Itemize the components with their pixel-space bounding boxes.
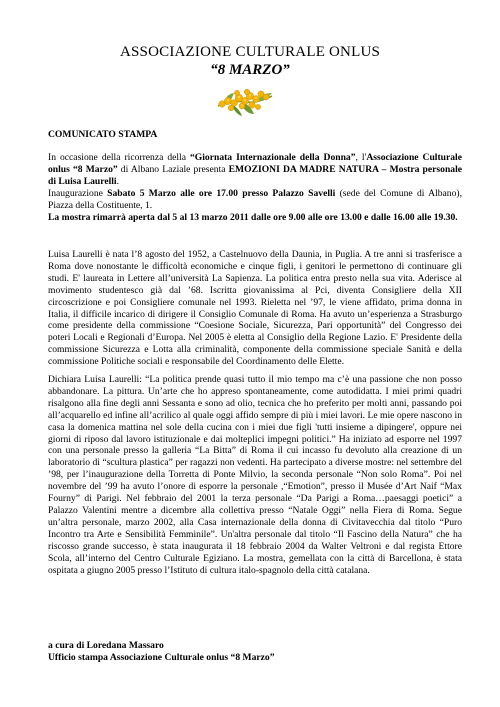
- biography-paragraph: Luisa Laurelli è nata l’8 agosto del 1952, a Castelnuovo della Daunia, in Puglia. A tre anni si trasferisce a Roma dove nonostante le difficoltà economiche e cinque figli, i genitori le permettono di continuare gli studi. E' laureata in Lettere all’università La Sapienza. La politica entra presto nella sua vita. Aderisce al movimento studentesco già dal ’68. Iscritta giovanissima al Pci, diventa Consigliere della XII circoscrizione e poi Consigliere comunale nel 1993. Rieletta nel ’97, le viene affidato, prima donna in Italia, il difficile incarico di dirigere il Consiglio Comunale di Roma. Ha avuto un’esperienza a Strasburgo come presidente della commissione “Coesione Sociale, Sicurezza, Pari opportunità” del Congresso dei poteri Locali e Regionali d’Europa. Nel 2005 è eletta al Consiglio della Regione Lazio. E' Presidente della commissione Sicurezza e Lotta alla criminalità, componente della commissione speciale Sanità e della commissione Politiche sociali e responsabile del Coordinamento delle Elette.: [48, 249, 462, 368]
- inauguration-details: Inaugurazione Sabato 5 Marzo alle ore 17.00 presso Palazzo Savelli (sede del Comune di Albano), Piazza della Costituente, 1.: [48, 187, 462, 211]
- signature-block: [48, 640, 462, 664]
- statement-paragraph: Dichiara Luisa Laurelli: “La politica prende quasi tutto il mio tempo ma c’è una passione che non posso abbandonare. La pittura. Un’arte che ho appreso spontaneamente, come autodidatta. I miei primi quadri risalgono alla fine degli anni Sessanta e sono ad olio, tecnica che ho preferito per molti anni, passando poi all’acquarello ed infine all’acrilico al quale oggi affido sempre di più i miei lavori. Le mie opere nascono in casa la domenica mattina nel sole della cucina con i miei due figli 'tutti insieme a dipingere', oppure nei giorni di riposo dal lavoro istituzionale e dai molteplici impegni politici.” Ha iniziato ad esporre nel 1997 con una personale presso la galleria “La Bitta” di Roma il cui incasso fu devoluto alla creazione di un laboratorio di “scultura plastica” per ragazzi non vedenti. Ha partecipato a diverse mostre: nel settembre del ’98, per l’inaugurazione della Torretta di Ponte Milvio, la seconda personale “Non solo Roma”. Poi nel novembre del ’99 ha avuto l’onore di esporre la personale ,“Emotion”, presso il Musée d’Art Naif “Max Fourny” di Parigi. Nel febbraio del 2001 la terza personale “Da Parigi a Roma…paesaggi poetici” a Palazzo Valentini mentre a dicembre alla collettiva presso “Natale Oggi” nella Fiera di Roma. Segue un’altra personale, marzo 2002, alla Casa internazionale della donna di Civitavecchia dal titolo “Puro Incontro tra Arte e Sensibilità Femminile”. Un'altra personale dal titolo “Il Fascino della Natura” che ha riscosso grande successo, è stata inaugurata il 18 febbraio 2004 da Walter Veltroni e dal regista Ettore Scola, all’interno del Centro Culturale Egiziano. La mostra, gemellata con la città di Barcellona, è stata ospitata a giugno 2005 presso l’Istituto di cultura italo-spagnolo della città catalana.: [48, 374, 462, 576]
- press-release-heading: COMUNICATO STAMPA: [48, 129, 158, 140]
- editor-credit: a cura di Loredana Massaro: [48, 640, 164, 651]
- organization-name: ASSOCIAZIONE CULTURALE ONLUS: [119, 44, 381, 60]
- organization-subtitle: “8 MARZO”: [210, 62, 290, 78]
- press-office-credit: Ufficio stampa Associazione Culturale onlus “8 Marzo”: [48, 651, 275, 663]
- mimosa-flower-icon: [212, 84, 276, 120]
- opening-hours: La mostra rimarrà aperta dal 5 al 13 marzo 2011 dalle ore 9.00 alle ore 13.00 e dalle 16.00 alle 19.30.: [48, 211, 458, 223]
- intro-announcement: In occasione della ricorrenza della “Giornata Internazionale della Donna”, l'Associazione Culturale onlus “8 Marzo” di Albano Laziale presenta EMOZIONI DA MADRE NATURA – Mostra personale di Luisa Laurelli.: [48, 152, 462, 187]
- intro-paragraph: [48, 152, 462, 223]
